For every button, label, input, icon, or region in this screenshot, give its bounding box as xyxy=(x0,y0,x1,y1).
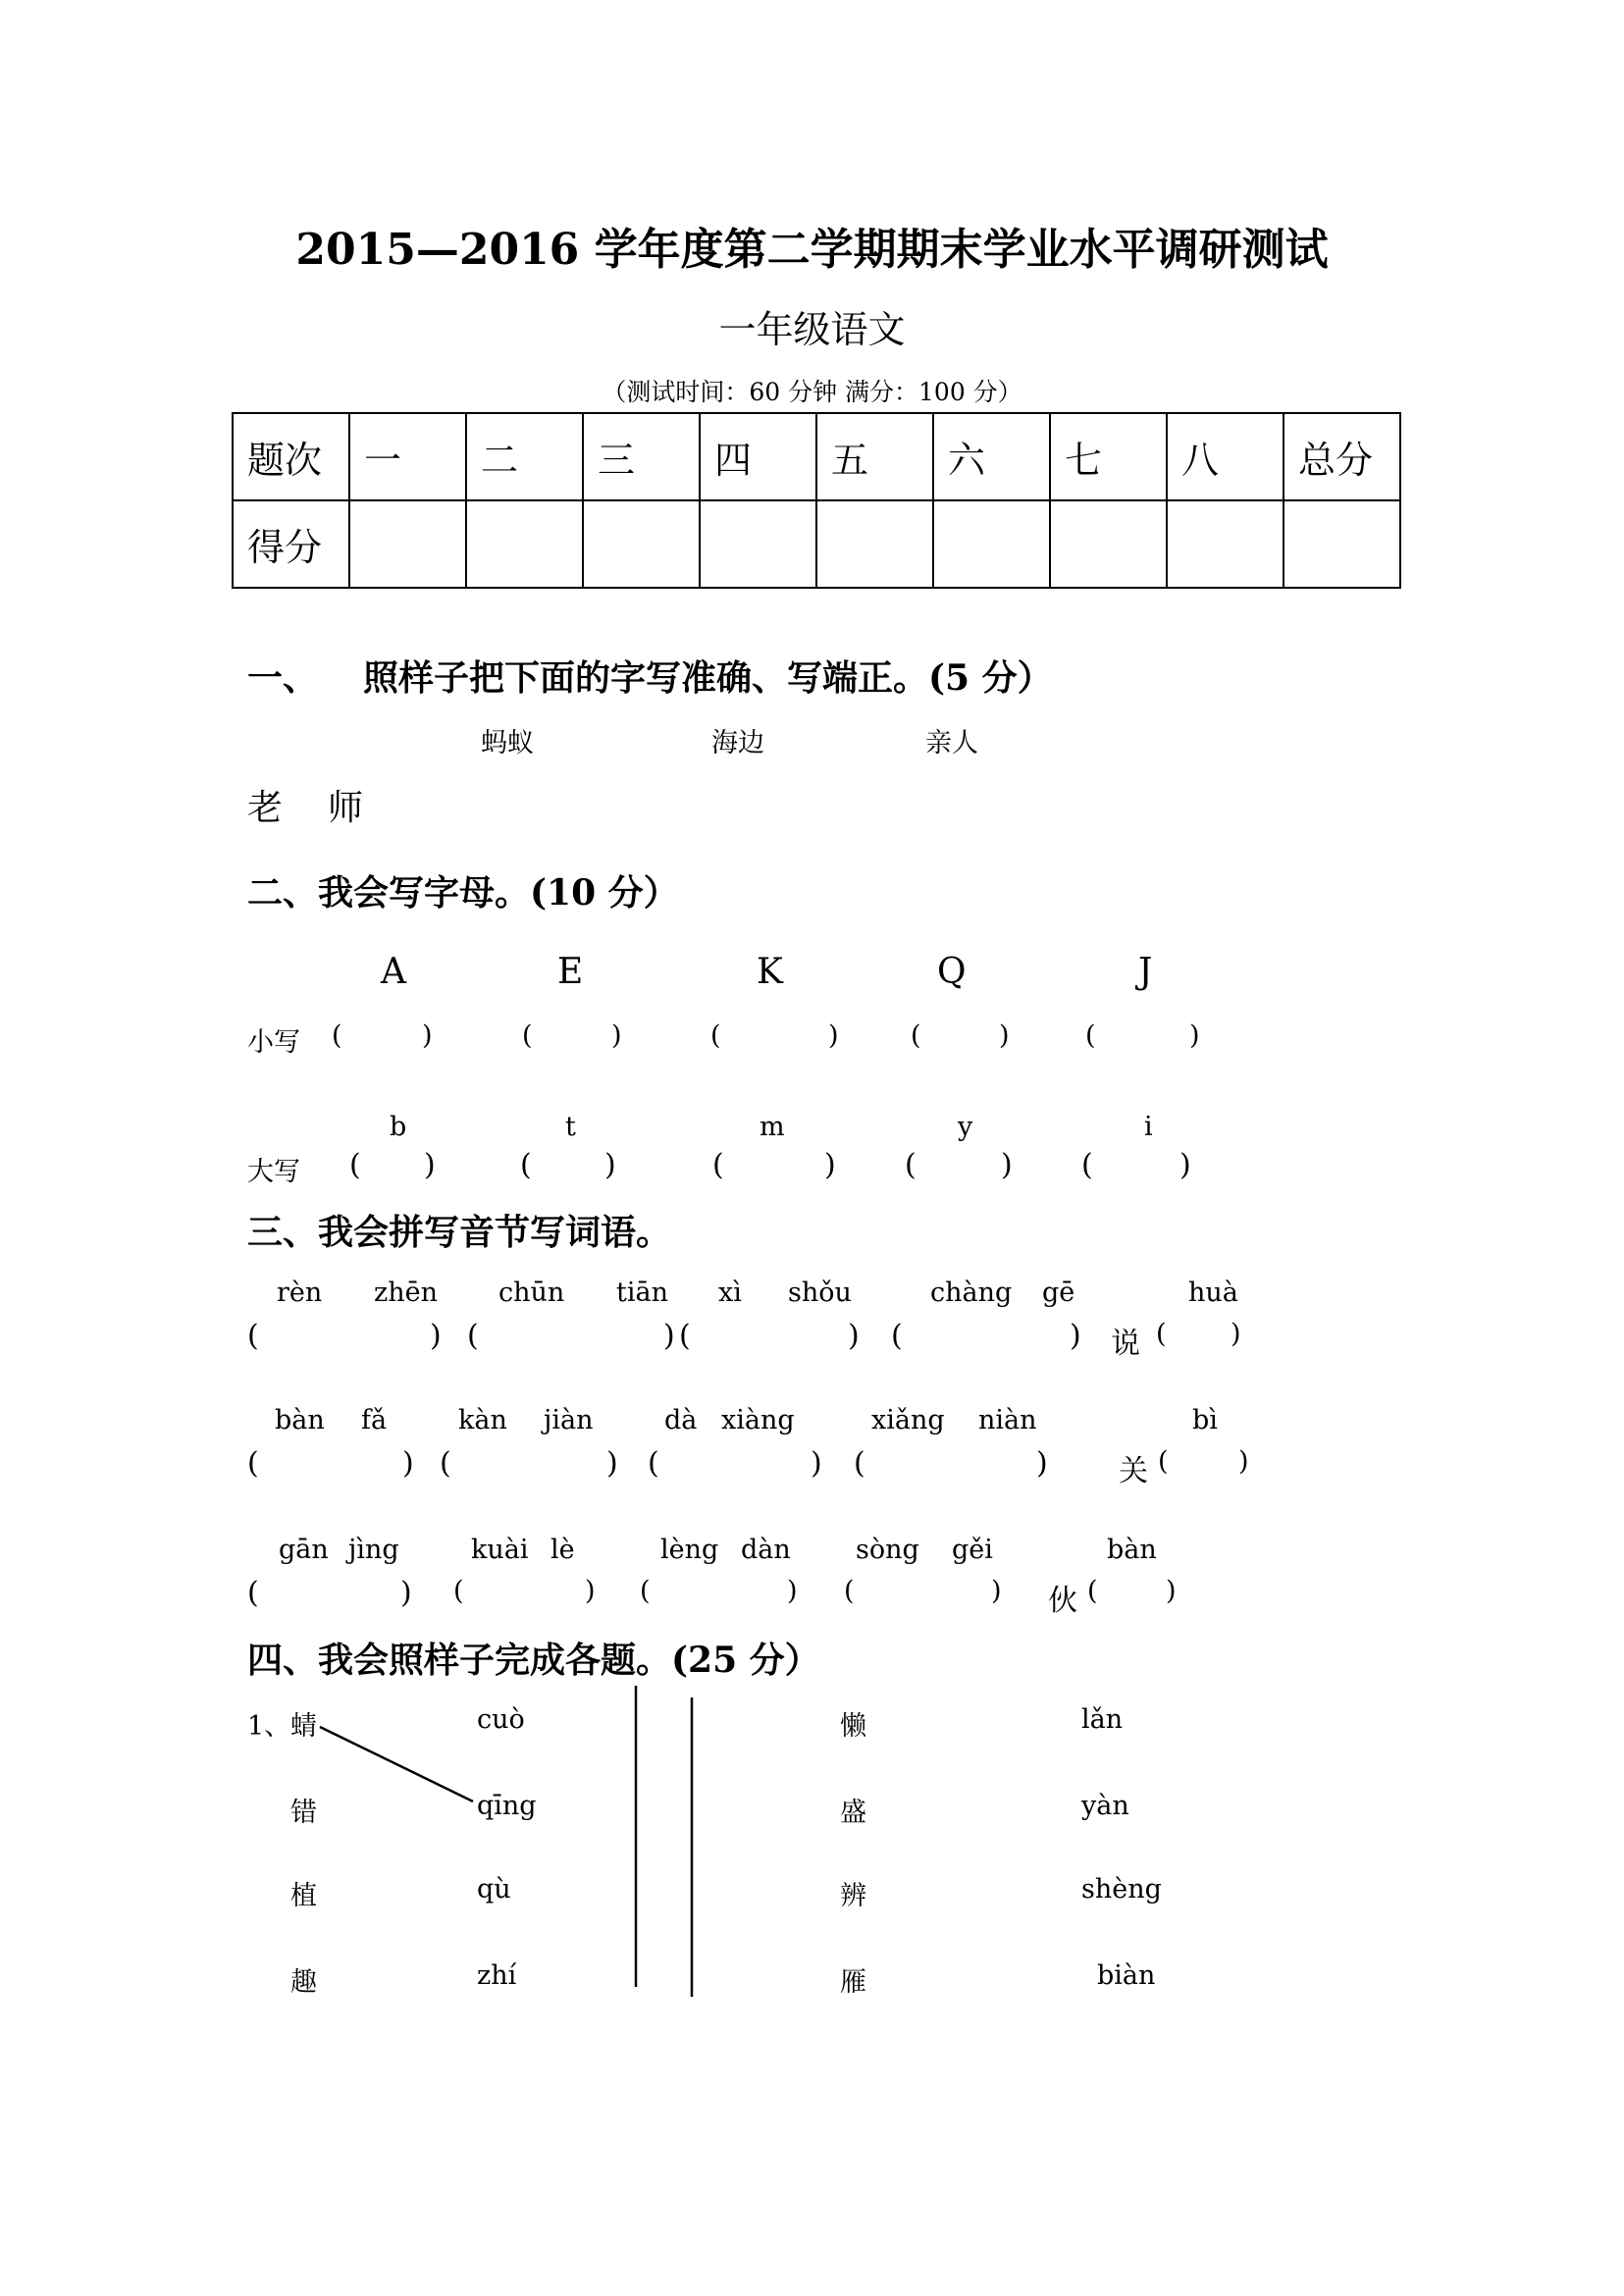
score-cell: 八 xyxy=(1167,413,1283,500)
paren-open: ( xyxy=(1081,1148,1093,1182)
lowercase-label: 小写 xyxy=(247,1027,300,1058)
paren-close: ) xyxy=(1238,1446,1249,1477)
left-char: 趣 xyxy=(290,1967,317,1998)
section-2-heading: 二、我会写字母。(10 分） xyxy=(247,872,679,913)
paren-open: ( xyxy=(247,1576,259,1610)
pinyin: xiàng xyxy=(721,1405,795,1435)
paren-close: ) xyxy=(422,1020,433,1051)
paren-open: ( xyxy=(520,1148,532,1182)
paren-close: ) xyxy=(1179,1148,1191,1182)
paren-open: ( xyxy=(911,1020,921,1051)
paren-close: ) xyxy=(1036,1446,1048,1481)
pinyin: fǎ xyxy=(361,1405,388,1435)
right-pinyin: lǎn xyxy=(1081,1704,1124,1735)
right-pinyin: biàn xyxy=(1097,1960,1156,1991)
pinyin: gěi xyxy=(952,1535,993,1565)
paren-close: ) xyxy=(585,1576,596,1606)
lower-letter: b xyxy=(390,1112,407,1142)
paren-close: ) xyxy=(999,1020,1010,1051)
paren-close: ) xyxy=(991,1576,1002,1606)
upper-letter: K xyxy=(757,952,783,992)
uppercase-label: 大写 xyxy=(247,1157,300,1187)
pinyin: kàn xyxy=(458,1405,507,1435)
pinyin: niàn xyxy=(978,1405,1037,1435)
chinese-char: 说 xyxy=(1111,1327,1140,1361)
pinyin: xiǎng xyxy=(871,1405,945,1435)
pinyin: gān xyxy=(279,1535,329,1565)
right-pinyin: yàn xyxy=(1081,1791,1129,1821)
paren-close: ) xyxy=(402,1446,414,1481)
paren-open: ( xyxy=(332,1020,342,1051)
paren-close: ) xyxy=(611,1020,622,1051)
paren-close: ) xyxy=(1001,1148,1013,1182)
score-cell: 二 xyxy=(466,413,583,500)
pinyin: shǒu xyxy=(788,1278,852,1308)
left-pinyin: cuò xyxy=(477,1704,525,1735)
paren-open: ( xyxy=(648,1446,659,1481)
score-cell: 总分 xyxy=(1283,413,1400,500)
right-char: 懒 xyxy=(840,1711,866,1742)
pinyin: lèng xyxy=(660,1535,719,1565)
paren-close: ) xyxy=(430,1319,442,1353)
pinyin: huà xyxy=(1188,1278,1238,1308)
pinyin: lè xyxy=(550,1535,575,1565)
paren-open: ( xyxy=(640,1576,651,1606)
paren-close: ) xyxy=(1189,1020,1200,1051)
paren-open: ( xyxy=(453,1576,464,1606)
paren-close: ) xyxy=(824,1148,836,1182)
paren-close: ) xyxy=(787,1576,798,1606)
pinyin: dà xyxy=(664,1405,698,1435)
paren-close: ) xyxy=(663,1319,675,1353)
pinyin: jiàn xyxy=(544,1405,594,1435)
score-cell: 题次 xyxy=(233,413,349,500)
example-char-2: 师 xyxy=(328,788,364,828)
paren-open: ( xyxy=(844,1576,855,1606)
left-char: 错 xyxy=(290,1798,317,1828)
example-match-line xyxy=(320,1727,473,1801)
paren-open: ( xyxy=(905,1148,917,1182)
paren-close: ) xyxy=(400,1576,412,1610)
score-cell: 六 xyxy=(933,413,1050,500)
paren-close: ) xyxy=(1070,1319,1081,1353)
pinyin: rèn xyxy=(277,1278,323,1308)
paren-open: ( xyxy=(349,1148,361,1182)
paren-close: ) xyxy=(1166,1576,1177,1606)
paren-open: ( xyxy=(247,1446,259,1481)
chinese-char: 关 xyxy=(1119,1454,1148,1488)
pinyin: kuài xyxy=(471,1535,529,1565)
score-cell: 得分 xyxy=(233,500,349,588)
left-pinyin: zhí xyxy=(477,1960,517,1991)
word-2: 海边 xyxy=(711,728,764,758)
pinyin: jìng xyxy=(348,1535,399,1565)
paren-open: ( xyxy=(712,1148,724,1182)
lower-letter: m xyxy=(760,1112,785,1142)
section-3-heading: 三、我会拼写音节写词语。 xyxy=(247,1212,672,1253)
left-char: 植 xyxy=(290,1881,317,1911)
score-cell: 四 xyxy=(700,413,816,500)
left-pinyin: qù xyxy=(477,1874,511,1905)
exam-info: （测试时间：60 分钟 满分：100 分） xyxy=(602,378,1022,406)
pinyin: chūn xyxy=(498,1278,565,1308)
paren-open: ( xyxy=(1158,1446,1169,1477)
paren-open: ( xyxy=(710,1020,721,1051)
right-pinyin: shèng xyxy=(1081,1874,1162,1905)
score-cell: 五 xyxy=(816,413,933,500)
pinyin: bàn xyxy=(275,1405,325,1435)
exam-subtitle: 一年级语文 xyxy=(718,308,906,351)
upper-letter: E xyxy=(557,952,584,992)
paren-close: ) xyxy=(811,1446,822,1481)
paren-close: ) xyxy=(1231,1319,1241,1349)
upper-letter: A xyxy=(381,952,406,992)
lower-letter: y xyxy=(958,1112,973,1142)
pinyin: tiān xyxy=(616,1278,668,1308)
right-char: 雁 xyxy=(840,1967,866,1998)
score-cell: 七 xyxy=(1050,413,1167,500)
section-1-number: 一、 xyxy=(247,657,319,699)
pinyin: dàn xyxy=(741,1535,791,1565)
pinyin: bì xyxy=(1192,1405,1218,1435)
paren-open: ( xyxy=(1087,1576,1098,1606)
paren-close: ) xyxy=(606,1446,618,1481)
paren-close: ) xyxy=(828,1020,839,1051)
upper-letter: Q xyxy=(937,952,967,992)
paren-open: ( xyxy=(1156,1319,1167,1349)
paren-open: ( xyxy=(679,1319,691,1353)
upper-letter: J xyxy=(1138,952,1153,992)
pinyin: xì xyxy=(718,1278,742,1308)
lower-letter: i xyxy=(1144,1112,1153,1142)
word-1: 蚂蚁 xyxy=(481,728,534,758)
exam-title: 2015—2016 学年度第二学期期末学业水平调研测试 xyxy=(295,225,1329,275)
paren-open: ( xyxy=(440,1446,451,1481)
example-char-1: 老 xyxy=(247,788,284,828)
paren-open: ( xyxy=(247,1319,259,1353)
score-cell: 三 xyxy=(583,413,700,500)
chinese-char: 伙 xyxy=(1048,1584,1077,1618)
paren-open: ( xyxy=(467,1319,479,1353)
pinyin: chàng xyxy=(930,1278,1013,1308)
paren-close: ) xyxy=(604,1148,616,1182)
pinyin: bàn xyxy=(1107,1535,1157,1565)
paren-close: ) xyxy=(424,1148,436,1182)
word-3: 亲人 xyxy=(925,728,978,758)
pinyin: zhēn xyxy=(374,1278,438,1308)
right-char: 盛 xyxy=(840,1798,866,1828)
right-char: 辨 xyxy=(840,1881,866,1911)
left-char: 蜻 xyxy=(290,1711,317,1742)
paren-open: ( xyxy=(891,1319,903,1353)
lower-letter: t xyxy=(565,1112,576,1142)
item-number: 1、 xyxy=(247,1711,291,1742)
section-4-heading: 四、我会照样子完成各题。(25 分） xyxy=(247,1640,820,1681)
pinyin: gē xyxy=(1042,1278,1075,1308)
left-pinyin: qīng xyxy=(477,1791,537,1821)
score-cell: 一 xyxy=(349,413,466,500)
paren-open: ( xyxy=(1085,1020,1096,1051)
paren-close: ) xyxy=(848,1319,860,1353)
section-1-heading: 照样子把下面的字写准确、写端正。(5 分） xyxy=(363,657,1053,699)
paren-open: ( xyxy=(854,1446,865,1481)
pinyin: sòng xyxy=(856,1535,919,1565)
paren-open: ( xyxy=(522,1020,533,1051)
